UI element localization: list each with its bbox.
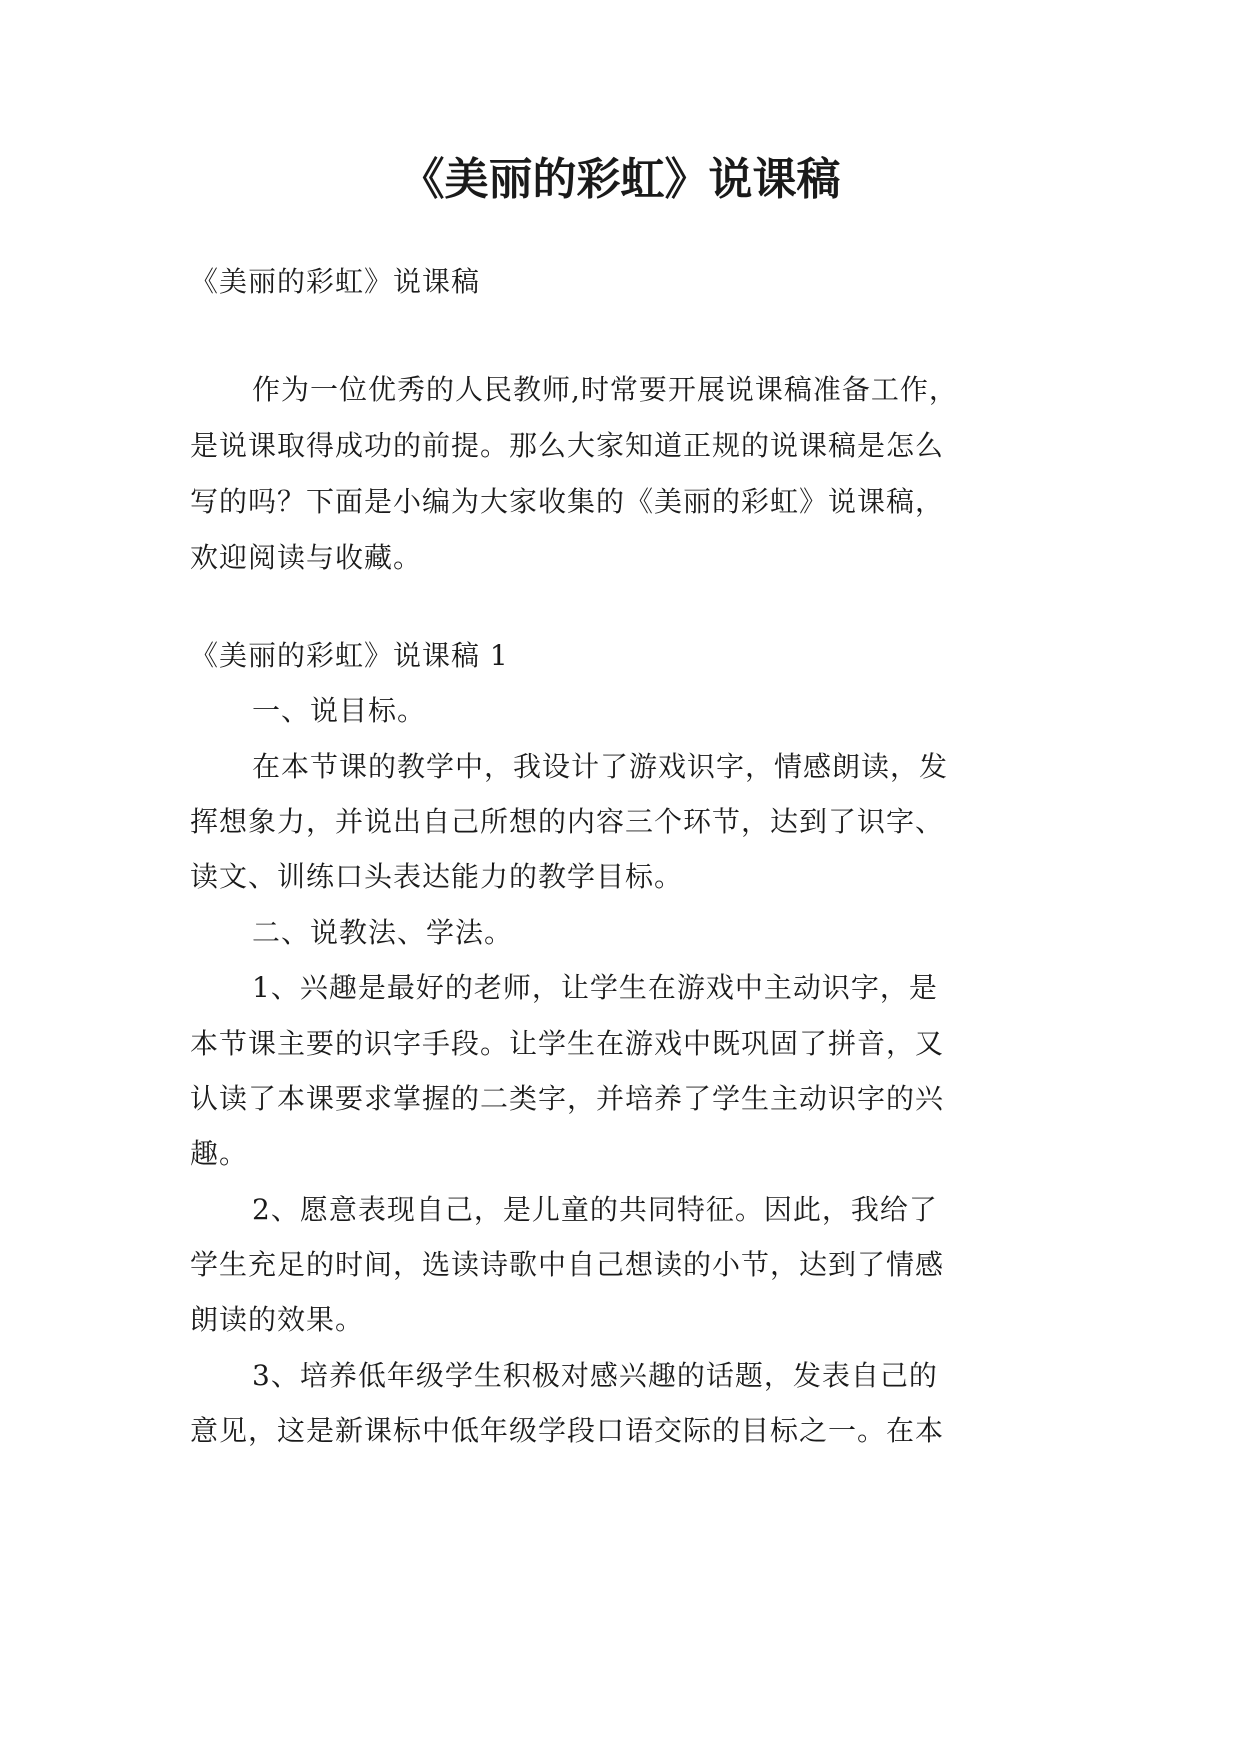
goal-line-1: 在本节课的教学中，我设计了游戏识字，情感朗读，发 <box>252 750 949 783</box>
intro-line-4: 欢迎阅读与收藏。 <box>190 541 423 574</box>
goal-line-2: 挥想象力，并说出自己所想的内容三个环节，达到了识字、 <box>190 805 945 838</box>
intro-line-3: 写的吗？下面是小编为大家收集的《美丽的彩虹》说课稿， <box>190 485 945 518</box>
goal-line-3: 读文、训练口头表达能力的教学目标。 <box>190 860 684 893</box>
intro-line-2: 是说课取得成功的前提。那么大家知道正规的说课稿是怎么 <box>190 429 945 462</box>
heading-methods: 二、说教法、学法。 <box>252 916 514 949</box>
heading-goals: 一、说目标。 <box>252 694 427 727</box>
document-title: 《美丽的彩虹》说课稿 <box>400 154 841 205</box>
section-heading: 《美丽的彩虹》说课稿 1 <box>190 639 509 672</box>
point-2-line-3: 朗读的效果。 <box>190 1303 365 1336</box>
intro-line-1: 作为一位优秀的人民教师,时常要开展说课稿准备工作， <box>252 373 958 406</box>
point-1-line-2: 本节课主要的识字手段。让学生在游戏中既巩固了拼音，又 <box>190 1027 945 1060</box>
point-2-line-1: 2、愿意表现自己，是儿童的共同特征。因此，我给了 <box>252 1193 938 1226</box>
point-1-line-3: 认读了本课要求掌握的二类字，并培养了学生主动识字的兴 <box>190 1082 945 1115</box>
document-subtitle: 《美丽的彩虹》说课稿 <box>190 265 481 298</box>
point-1-line-1: 1、兴趣是最好的老师，让学生在游戏中主动识字，是 <box>252 971 938 1004</box>
point-3-line-1: 3、培养低年级学生积极对感兴趣的话题，发表自己的 <box>252 1359 938 1392</box>
point-2-line-2: 学生充足的时间，选读诗歌中自己想读的小节，达到了情感 <box>190 1248 945 1281</box>
point-1-line-4: 趣。 <box>190 1137 249 1170</box>
point-3-line-2: 意见，这是新课标中低年级学段口语交际的目标之一。在本 <box>190 1414 945 1447</box>
